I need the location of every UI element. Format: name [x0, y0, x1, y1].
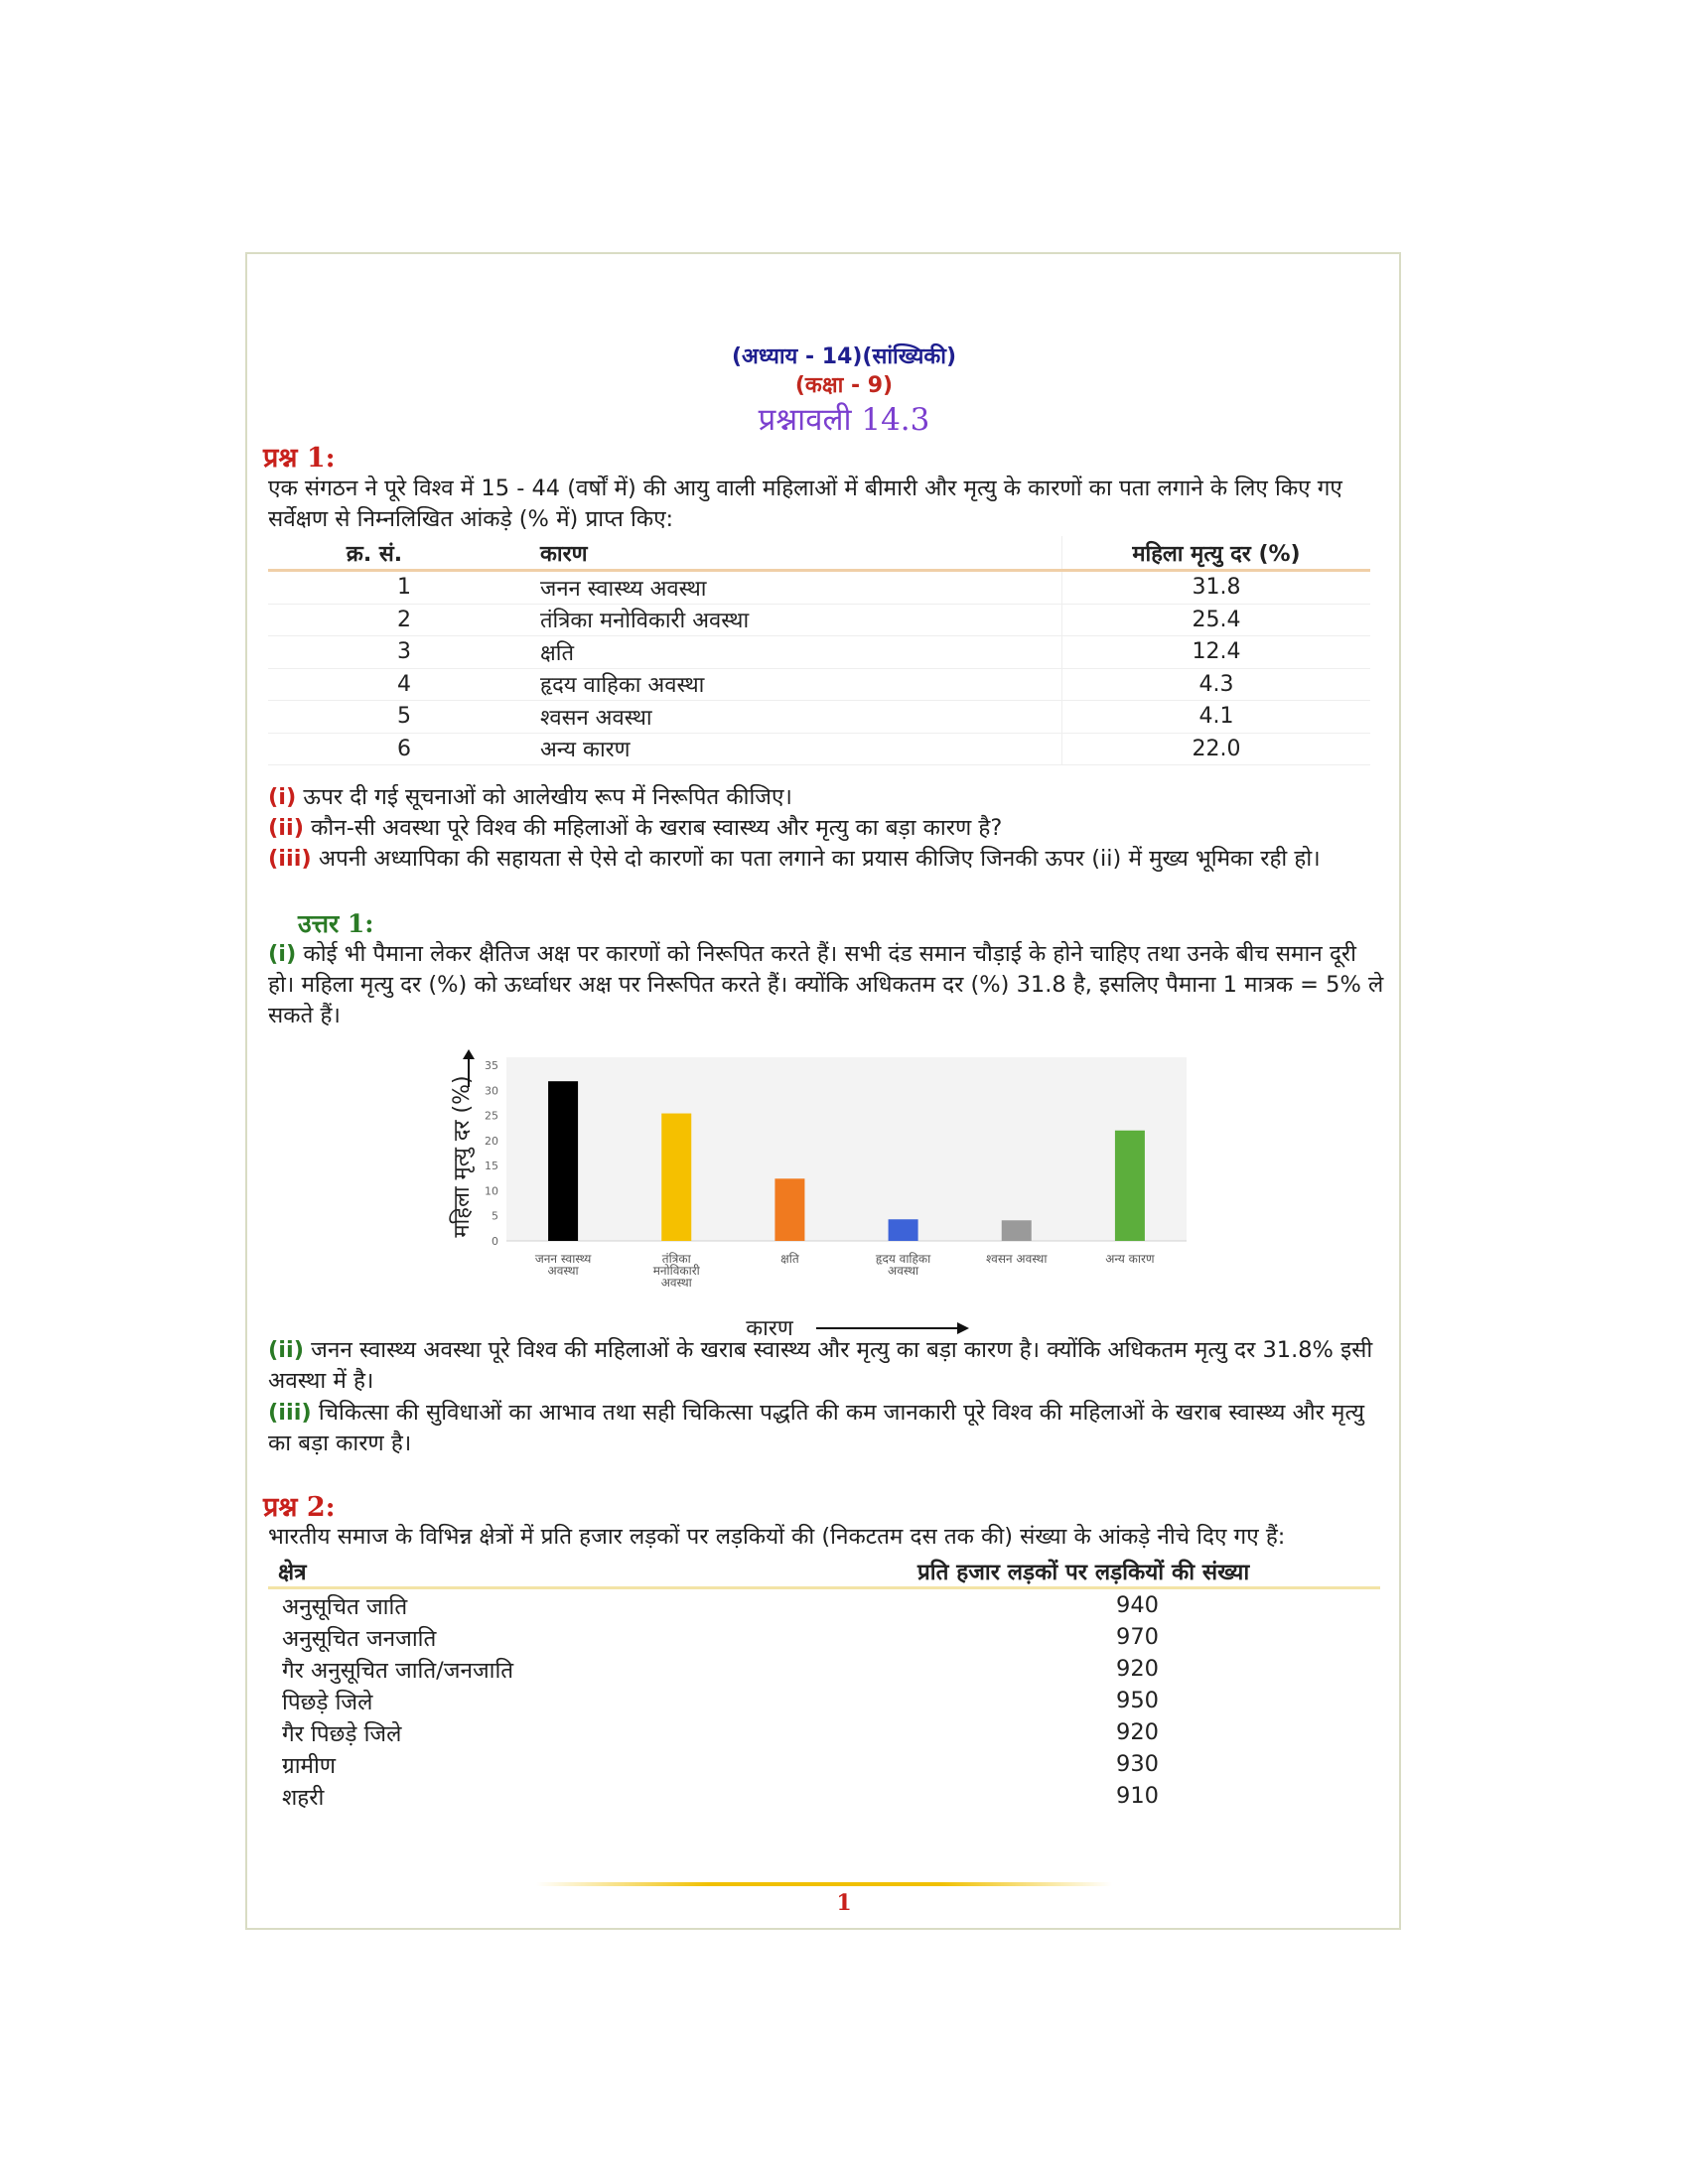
cause-cell: जनन स्वास्थ्य अवस्था	[540, 571, 1062, 605]
answer-1-part-ii	[268, 1335, 1385, 1397]
cause-cell: तंत्रिका मनोविकारी अवस्था	[540, 604, 1062, 636]
part-ii-text: कौन-सी अवस्था पूरे विश्व की महिलाओं के खराब स्वास्थ्य और मृत्यु का बड़ा कारण है?	[304, 815, 1003, 841]
part-ii-label: (ii)	[268, 815, 304, 841]
x-tick-label: अवस्था	[888, 1264, 919, 1278]
x-tick-label: अन्य कारण	[1105, 1252, 1155, 1266]
serial-cell: 3	[268, 636, 540, 669]
region-cell: अनुसूचित जनजाति	[282, 1625, 437, 1652]
count-cell: 910	[1116, 1783, 1159, 1809]
y-tick-label: 25	[485, 1109, 498, 1123]
count-cell: 920	[1116, 1719, 1159, 1745]
question-2-heading: प्रश्न 2:	[263, 1492, 336, 1523]
table-row	[268, 733, 1370, 765]
x-tick-label: क्षति	[780, 1252, 799, 1266]
bar	[548, 1081, 578, 1241]
x-tick-label: तंत्रिका	[661, 1252, 691, 1266]
answer-part-i-label: (i)	[268, 941, 297, 967]
chapter-title: (अध्याय - 14)(सांख्यिकी)	[731, 344, 957, 369]
region-cell: पिछड़े जिले	[282, 1689, 373, 1715]
bar	[1002, 1220, 1032, 1241]
y-tick-label: 5	[492, 1209, 498, 1223]
x-tick-label: श्वसन अवस्था	[986, 1252, 1048, 1266]
cause-cell: अन्य कारण	[540, 733, 1062, 765]
bar	[661, 1114, 691, 1241]
cause-cell: हृदय वाहिका अवस्था	[540, 668, 1062, 701]
question-1-text: एक संगठन ने पूरे विश्व में 15 - 44 (वर्षों में) की आयु वाली महिलाओं में बीमारी और मृत्यु के कारणों का पता लगाने के लिए किए गए सर्वेक्षण से निम्नलिखित आंकड़े (% में) प्राप्त किए:	[268, 476, 1342, 532]
sex-ratio-table	[268, 1555, 1380, 1812]
serial-cell: 1	[268, 571, 540, 605]
mortality-table	[268, 536, 1370, 765]
table-row	[268, 1748, 1380, 1780]
col-count-header: प्रति हजार लड़कों पर लड़कियों की संख्या	[917, 1555, 1380, 1588]
class-label: (कक्षा - 9)	[794, 373, 894, 398]
count-cell: 930	[1116, 1751, 1159, 1777]
footer-divider	[536, 1882, 1112, 1886]
question-1-heading: प्रश्न 1:	[263, 443, 336, 474]
answer-1-part-i	[268, 939, 1385, 1031]
y-tick-label: 15	[485, 1160, 498, 1173]
table-row	[268, 604, 1370, 636]
serial-cell: 6	[268, 733, 540, 765]
plot-area	[506, 1057, 1187, 1241]
answer-part-ii-text: जनन स्वास्थ्य अवस्था पूरे विश्व की महिलाओं के खराब स्वास्थ्य और मृत्यु का बड़ा कारण है। क्योंकि अधिकतम मृत्यु दर 31.8% इसी अवस्था में है।	[268, 1337, 1373, 1394]
x-tick-label: हृदय वाहिका	[875, 1252, 931, 1266]
rate-cell: 25.4	[1062, 604, 1371, 636]
serial-cell: 4	[268, 668, 540, 701]
table-row	[268, 1780, 1380, 1812]
region-cell: गैर अनुसूचित जाति/जनजाति	[282, 1657, 514, 1684]
answer-part-iii-text: चिकित्सा की सुविधाओं का आभाव तथा सही चिकित्सा पद्धति की कम जानकारी पूरे विश्व की महिलाओं के खराब स्वास्थ्य और मृत्यु का बड़ा कारण है।	[268, 1400, 1365, 1456]
answer-part-iii-label: (iii)	[268, 1400, 312, 1426]
table-row	[268, 636, 1370, 669]
x-axis-label: कारण	[746, 1316, 793, 1341]
cause-cell: क्षति	[540, 636, 1062, 669]
table-row	[268, 1588, 1380, 1622]
exercise-title: प्रश्नावली 14.3	[758, 402, 930, 438]
table-row	[268, 1716, 1380, 1748]
table-row	[268, 701, 1370, 734]
x-tick-label: जनन स्वास्थ्य	[534, 1252, 592, 1266]
question-2-text: भारतीय समाज के विभिन्न क्षेत्रों में प्रति हजार लड़कों पर लड़कियों की (निकटतम दस तक की) संख्या के आंकड़े नीचे दिए गए हैं:	[268, 1524, 1286, 1550]
region-cell: गैर पिछड़े जिले	[282, 1720, 402, 1747]
rate-cell: 22.0	[1062, 733, 1371, 765]
bar	[1115, 1131, 1145, 1241]
serial-cell: 2	[268, 604, 540, 636]
table-row	[268, 1685, 1380, 1716]
col-rate-header: महिला मृत्यु दर (%)	[1062, 536, 1371, 571]
x-axis-arrow-head	[957, 1322, 969, 1334]
table-header-row	[268, 1555, 1380, 1588]
y-tick-label: 10	[485, 1184, 498, 1198]
answer-part-ii-label: (ii)	[268, 1337, 304, 1363]
col-serial-header: क्र. सं.	[268, 536, 540, 571]
answer-1-part-iii	[268, 1398, 1385, 1459]
y-tick-label: 0	[492, 1235, 498, 1248]
bar	[889, 1219, 918, 1241]
rate-cell: 4.3	[1062, 668, 1371, 701]
col-region-header: क्षेत्र	[268, 1555, 917, 1588]
count-cell: 940	[1116, 1592, 1159, 1618]
table-row	[268, 1621, 1380, 1653]
region-cell: अनुसूचित जाति	[282, 1593, 408, 1620]
region-cell: शहरी	[282, 1784, 325, 1811]
x-tick-label: अवस्था	[660, 1276, 692, 1290]
table-row	[268, 1653, 1380, 1685]
table-row	[268, 668, 1370, 701]
serial-cell: 5	[268, 701, 540, 734]
count-cell: 950	[1116, 1688, 1159, 1713]
region-cell: ग्रामीण	[282, 1752, 337, 1779]
rate-cell: 4.1	[1062, 701, 1371, 734]
y-tick-label: 35	[485, 1059, 498, 1072]
table-header-row	[268, 536, 1370, 571]
rate-cell: 12.4	[1062, 636, 1371, 669]
part-i-text: ऊपर दी गई सूचनाओं को आलेखीय रूप में निरूपित कीजिए।	[296, 784, 792, 810]
part-i-label: (i)	[268, 784, 297, 810]
x-tick-label: अवस्था	[547, 1264, 579, 1278]
answer-part-i-text: कोई भी पैमाना लेकर क्षैतिज अक्ष पर कारणों को निरूपित करते हैं। सभी दंड समान चौड़ाई के होने चाहिए तथा उनके बीच समान दूरी हो। महिला मृत्यु दर (%) को ऊर्ध्वाधर अक्ष पर निरूपित करते हैं। क्योंकि अधिकतम दर (%) 31.8 है, इसलिए पैमाना 1 मात्रक = 5% ले सकते हैं।	[268, 941, 1384, 1028]
part-iii-label: (iii)	[268, 846, 312, 872]
mortality-bar-chart	[447, 1047, 1211, 1345]
answer-1-heading: उत्तर 1:	[298, 909, 374, 938]
count-cell: 970	[1116, 1624, 1159, 1650]
cause-cell: श्वसन अवस्था	[540, 701, 1062, 734]
x-tick-label: मनोविकारी	[652, 1264, 700, 1278]
question-1-parts	[268, 782, 1385, 875]
y-axis-arrow-head	[463, 1049, 475, 1059]
y-tick-label: 30	[485, 1084, 498, 1098]
bar	[774, 1178, 804, 1241]
col-cause-header: कारण	[540, 536, 1062, 571]
page-number: 1	[836, 1890, 852, 1916]
count-cell: 920	[1116, 1656, 1159, 1682]
table-row	[268, 571, 1370, 605]
y-tick-label: 20	[485, 1134, 498, 1148]
rate-cell: 31.8	[1062, 571, 1371, 605]
part-iii-text: अपनी अध्यापिका की सहायता से ऐसे दो कारणों का पता लगाने का प्रयास कीजिए जिनकी ऊपर (ii) में मुख्य भूमिका रही हो।	[311, 846, 1321, 872]
y-axis-label: महिला मृत्यु दर (%)	[450, 1075, 475, 1238]
